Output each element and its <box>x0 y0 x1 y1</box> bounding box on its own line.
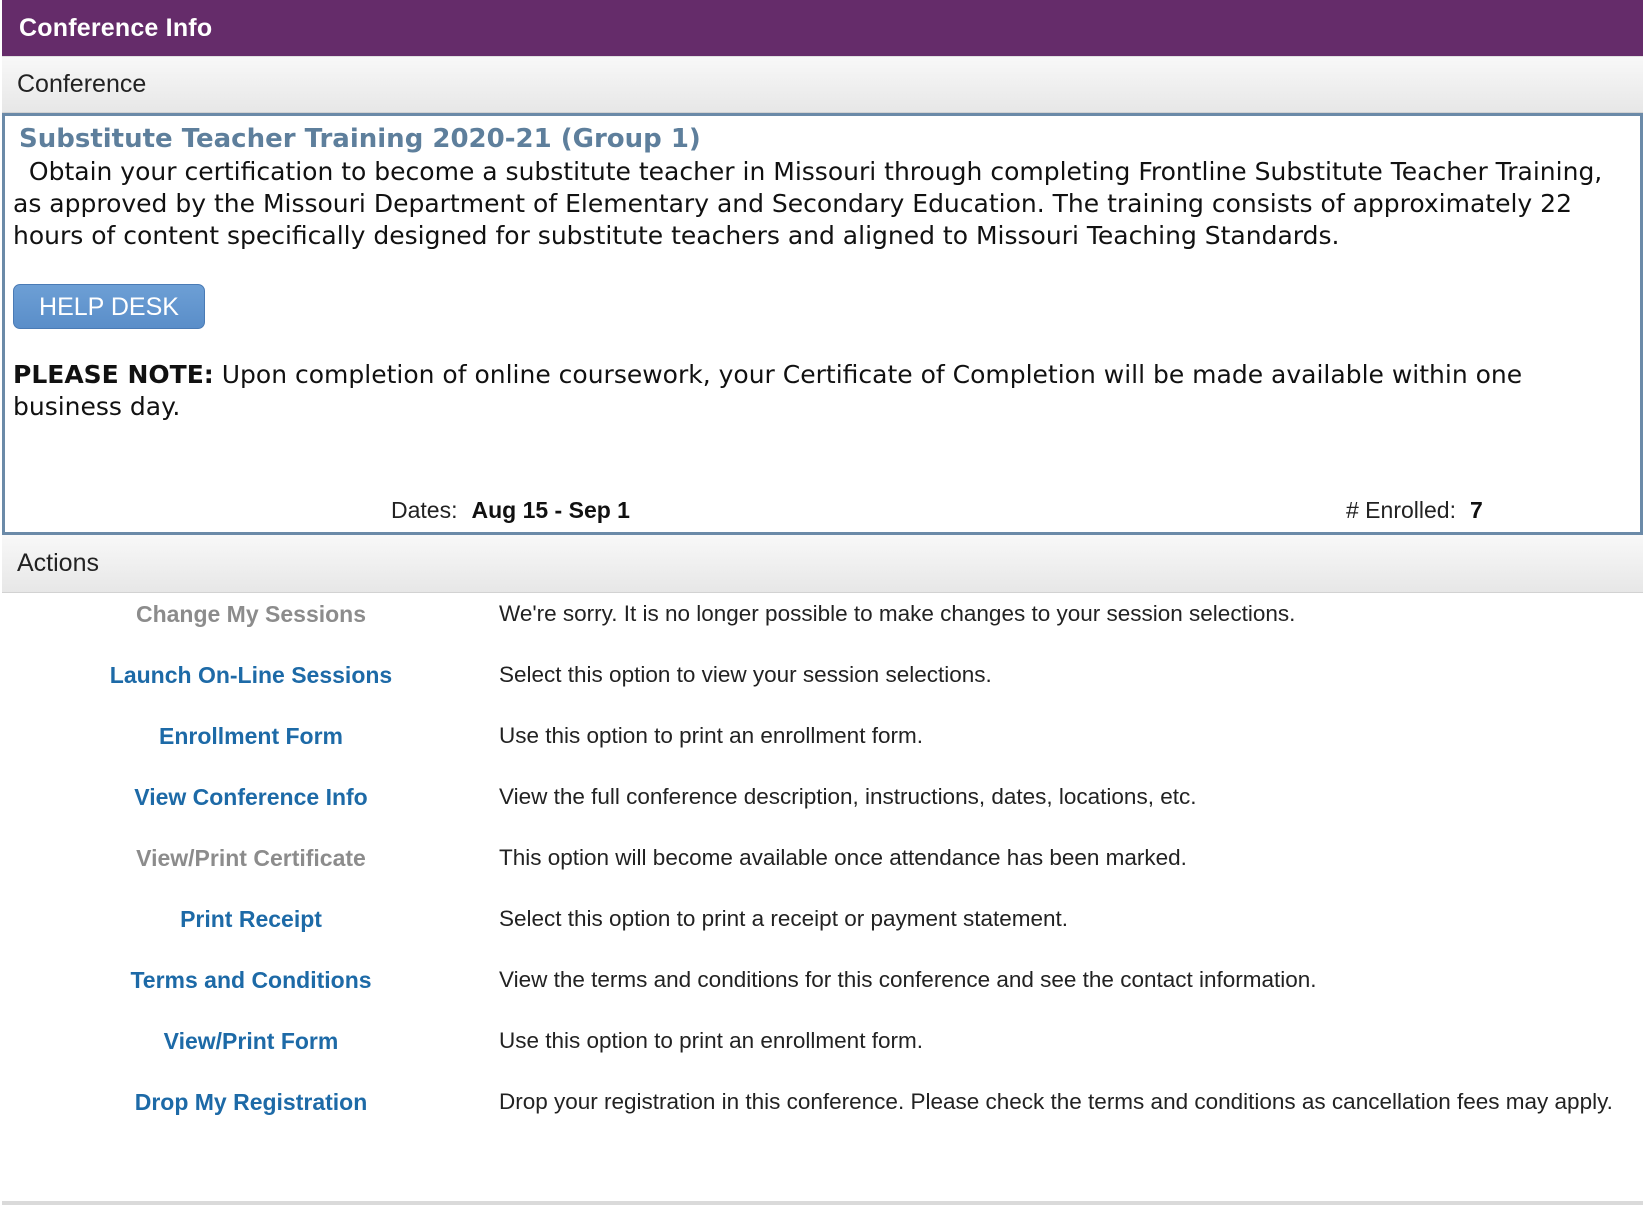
panel-title: Conference Info <box>19 13 213 42</box>
dates-value: Aug 15 - Sep 1 <box>471 497 630 523</box>
action-row-drop-my-registration <box>2 1088 1643 1148</box>
action-row-enrollment-form <box>2 722 1643 782</box>
view-print-form-link[interactable]: View/Print Form <box>163 1028 339 1054</box>
action-row-change-my-sessions <box>2 600 1643 660</box>
conference-details-box <box>2 113 1643 535</box>
action-description: View the terms and conditions for this conference and see the contact information. <box>499 967 1317 992</box>
conference-info-panel <box>2 0 1643 1208</box>
conference-section-label: Conference <box>17 70 147 98</box>
action-description: Select this option to print a receipt or payment statement. <box>499 906 1069 931</box>
action-description: View the full conference description, instructions, dates, locations, etc. <box>499 784 1197 809</box>
action-row-print-receipt <box>2 905 1643 965</box>
completion-note <box>13 359 1632 423</box>
panel-title-bar <box>2 0 1643 56</box>
note-text: Upon completion of online coursework, your Certificate of Completion will be made available within one business day. <box>13 360 1523 421</box>
help-desk-button[interactable]: HELP DESK <box>13 284 205 329</box>
action-row-view-conference-info <box>2 783 1643 843</box>
action-row-view-print-certificate <box>2 844 1643 904</box>
action-description: Use this option to print an enrollment form. <box>499 723 923 748</box>
action-description: Select this option to view your session selections. <box>499 662 992 687</box>
print-receipt-link[interactable]: Print Receipt <box>180 906 322 932</box>
action-row-terms-and-conditions <box>2 966 1643 1026</box>
action-description: We're sorry. It is no longer possible to make changes to your session selections. <box>499 601 1296 626</box>
action-description: This option will become available once attendance has been marked. <box>499 845 1187 870</box>
drop-my-registration-link[interactable]: Drop My Registration <box>134 1089 368 1115</box>
launch-online-sessions-link[interactable]: Launch On-Line Sessions <box>109 662 393 688</box>
conference-description: Obtain your certification to become a substitute teacher in Missouri through completing Frontline Substitute Teacher Training, as approved by the Missouri Department of Elementary and Secondary Education. The training consists of approximately 22 hours of content specifically designed for substitute teachers and aligned to Missouri Teaching Standards. <box>13 157 1603 250</box>
actions-section-label: Actions <box>17 549 99 577</box>
enrolled-value: 7 <box>1469 497 1483 523</box>
view-conference-info-link[interactable]: View Conference Info <box>134 784 368 810</box>
actions-section-header <box>2 535 1643 593</box>
enrolled-label: # Enrolled: <box>1346 497 1456 523</box>
dates-label: Dates: <box>391 497 458 523</box>
enrolled-count <box>1346 497 1483 524</box>
change-my-sessions-link: Change My Sessions <box>135 601 367 627</box>
view-print-certificate-link: View/Print Certificate <box>136 845 366 871</box>
enrollment-form-link[interactable]: Enrollment Form <box>158 723 343 749</box>
conference-title: Substitute Teacher Training 2020-21 (Group 1) <box>19 124 701 154</box>
terms-and-conditions-link[interactable]: Terms and Conditions <box>130 967 372 993</box>
action-description: Drop your registration in this conference. Please check the terms and conditions as cancellation fees may apply. <box>499 1089 1613 1114</box>
note-label: PLEASE NOTE: <box>13 360 214 389</box>
action-description: Use this option to print an enrollment form. <box>499 1028 923 1053</box>
action-row-launch-online-sessions <box>2 661 1643 721</box>
conference-section-header <box>2 56 1643 113</box>
conference-dates <box>391 497 630 524</box>
bottom-divider <box>2 1201 1643 1205</box>
action-row-view-print-form <box>2 1027 1643 1087</box>
